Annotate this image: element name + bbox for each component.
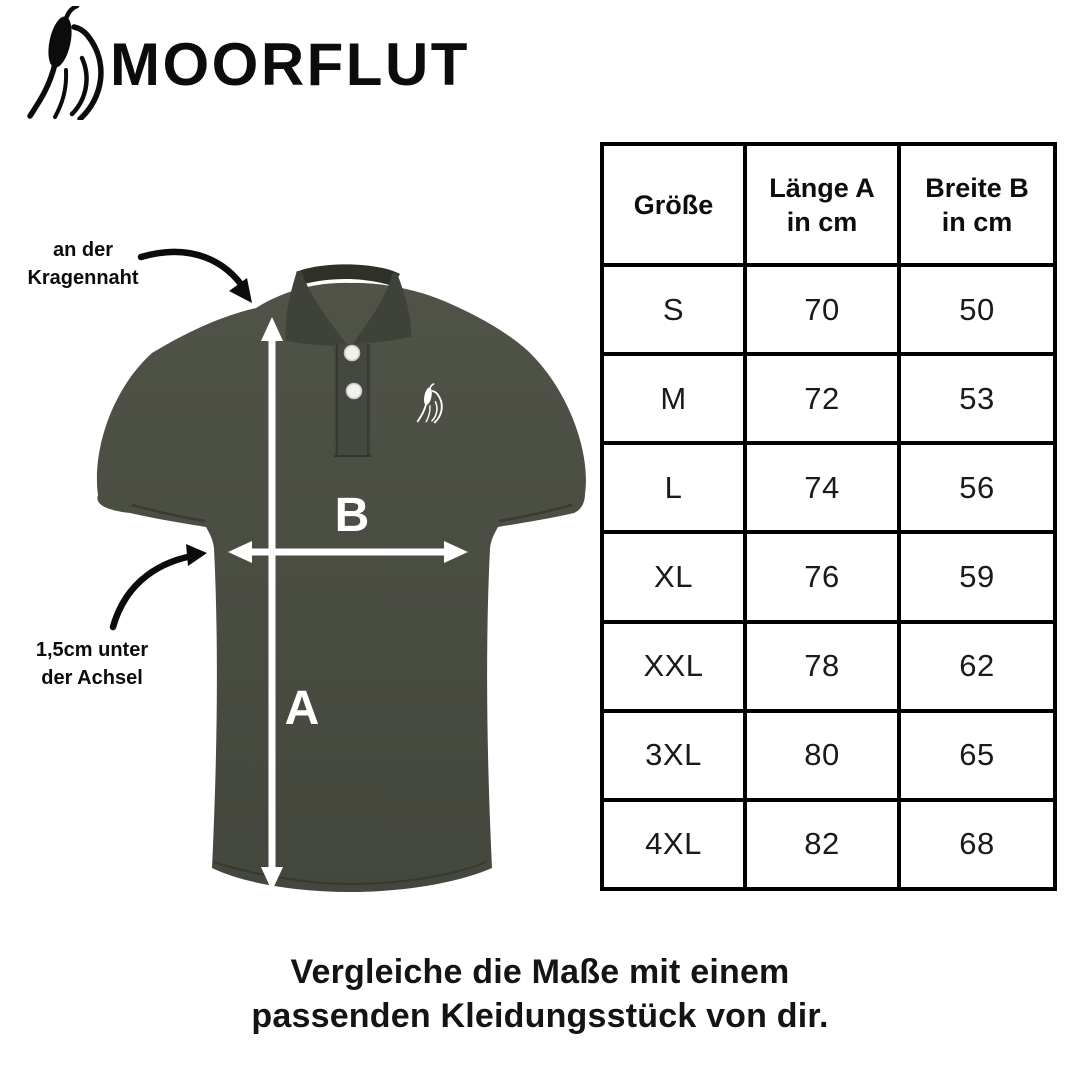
collar-back-band <box>296 264 400 286</box>
table-row-xxl <box>602 622 1055 711</box>
length-cell: 76 <box>745 532 899 621</box>
polo-shirt-illustration <box>60 250 610 910</box>
size-cell: XXL <box>602 622 745 711</box>
length-cell: 80 <box>745 711 899 800</box>
collar-note-line1: an der <box>52 239 114 261</box>
length-label-a: A <box>284 682 320 735</box>
width-cell: 53 <box>899 354 1055 443</box>
width-cell: 62 <box>899 622 1055 711</box>
header-laenge-line1: Länge A <box>769 172 875 203</box>
armpit-note-line1: 1,5cm unter <box>35 639 149 661</box>
size-cell: S <box>602 265 745 354</box>
length-cell: 74 <box>745 443 899 532</box>
footer-caption <box>0 950 1080 1038</box>
header-groesse-label: Größe <box>633 189 714 220</box>
size-table <box>600 142 1057 891</box>
brand-wordmark: MOORFLUT <box>110 31 470 98</box>
header-laenge <box>745 144 899 265</box>
length-cell: 70 <box>745 265 899 354</box>
width-cell: 59 <box>899 532 1055 621</box>
cattail-icon <box>22 6 106 120</box>
length-cell: 78 <box>745 622 899 711</box>
collar-note-line2: Kragennaht <box>27 267 139 289</box>
table-row-m <box>602 354 1055 443</box>
size-table-header-row <box>602 144 1055 265</box>
footer-line1: Vergleiche die Maße mit einem <box>290 953 790 991</box>
size-cell: M <box>602 354 745 443</box>
width-cell: 50 <box>899 265 1055 354</box>
collar-note <box>8 236 158 292</box>
table-row-4xl <box>602 800 1055 889</box>
header-laenge-line2: in cm <box>786 206 858 237</box>
table-row-l <box>602 443 1055 532</box>
header-breite-line1: Breite B <box>925 172 1029 203</box>
table-row-3xl <box>602 711 1055 800</box>
table-row-s <box>602 265 1055 354</box>
button-bottom <box>347 384 362 399</box>
width-cell: 56 <box>899 443 1055 532</box>
header-groesse <box>602 144 745 265</box>
size-cell: 4XL <box>602 800 745 889</box>
width-cell: 68 <box>899 800 1055 889</box>
footer-line2: passenden Kleidungsstück von dir. <box>251 997 829 1035</box>
width-label-b: B <box>334 489 370 542</box>
width-cell: 65 <box>899 711 1055 800</box>
button-top <box>345 346 360 361</box>
length-cell: 72 <box>745 354 899 443</box>
table-row-xl <box>602 532 1055 621</box>
header-breite-line2: in cm <box>941 206 1013 237</box>
size-cell: 3XL <box>602 711 745 800</box>
size-cell: XL <box>602 532 745 621</box>
size-cell: L <box>602 443 745 532</box>
armpit-note <box>17 636 167 692</box>
armpit-note-line2: der Achsel <box>41 667 143 689</box>
header-breite <box>899 144 1055 265</box>
length-cell: 82 <box>745 800 899 889</box>
